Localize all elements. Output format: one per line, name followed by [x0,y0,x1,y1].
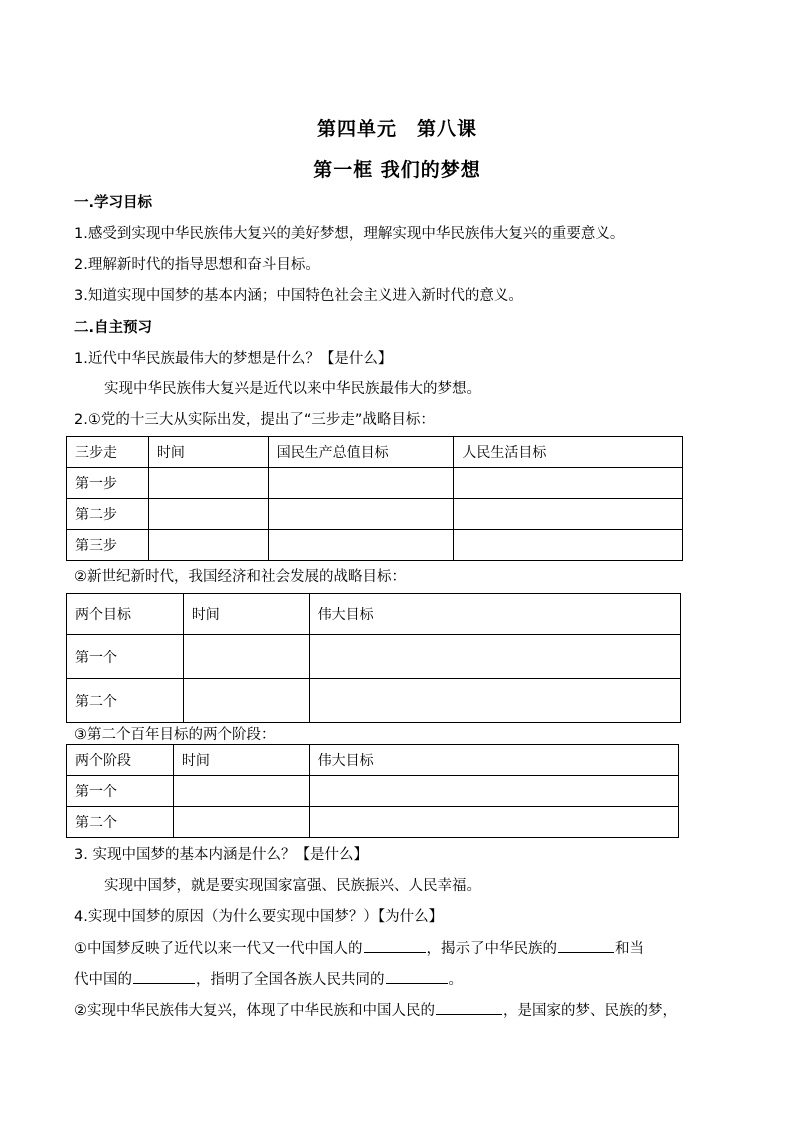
table-row [67,468,683,499]
table-row [67,530,683,561]
blank-cell[interactable] [454,468,683,499]
question-1: 1.近代中华民族最伟大的梦想是什么？【是什么】 [74,351,393,367]
table-header-cell: 伟大目标 [309,745,678,776]
row-label-cell: 第一步 [67,468,149,499]
two-stages-table [66,744,679,838]
question-4-item-2 [74,1000,677,1021]
unit-lesson-title: 第四单元 第八课 [316,118,477,140]
table-row [67,776,679,807]
table-header-cell: 时间 [148,437,268,468]
row-label-cell: 第一个 [67,635,184,679]
blank-cell[interactable] [454,499,683,530]
row-label-cell: 第二个 [67,807,174,838]
question-4-item-1-line-2 [74,969,463,990]
text-fragment: ，揭示了中华民族的 [426,941,557,957]
table-header-cell: 时间 [183,594,309,635]
text-fragment: 代中国的 [74,972,132,988]
blank-cell[interactable] [173,807,309,838]
answer-1: 实现中华民族伟大复兴是近代以来中华民族最伟大的梦想。 [104,381,481,397]
question-2b: ②新世纪新时代，我国经济和社会发展的战略目标： [74,569,406,585]
table-header-cell: 两个目标 [67,594,184,635]
question-4: 4.实现中国梦的原因（为什么要实现中国梦？）【为什么】 [74,909,444,925]
fill-blank[interactable] [558,938,614,953]
learning-goals-heading: 一.学习目标 [74,195,153,211]
blank-cell[interactable] [183,635,309,679]
section-title: 第一框 我们的梦想 [313,159,481,181]
goal-item: 2.理解新时代的指导思想和奋斗目标。 [74,257,320,273]
blank-cell[interactable] [309,776,678,807]
table-header-cell: 伟大目标 [309,594,680,635]
blank-cell[interactable] [268,499,454,530]
three-steps-table [66,436,683,561]
question-2c: ③第二个百年目标的两个阶段： [74,727,276,743]
goal-item: 3.知道实现中国梦的基本内涵；中国特色社会主义进入新时代的意义。 [74,288,523,304]
text-fragment: ，指明了全国各族人民共同的 [196,972,385,988]
fill-blank[interactable] [436,1000,502,1015]
table-row [67,499,683,530]
blank-cell[interactable] [309,807,678,838]
table-header-cell: 时间 [173,745,309,776]
table-row [67,679,681,723]
table-header-cell: 两个阶段 [67,745,174,776]
blank-cell[interactable] [148,468,268,499]
self-study-heading: 二.自主预习 [74,320,153,336]
text-fragment: 。 [448,972,463,988]
blank-cell[interactable] [183,679,309,723]
text-fragment: ①中国梦反映了近代以来一代又一代中国人的 [74,941,363,957]
blank-cell[interactable] [454,530,683,561]
answer-3: 实现中国梦，就是要实现国家富强、民族振兴、人民幸福。 [104,878,481,894]
fill-blank[interactable] [133,969,195,984]
row-label-cell: 第三步 [67,530,149,561]
table-row [67,635,681,679]
strategic-goals-table [66,593,681,723]
question-2a: 2.①党的十三大从实际出发，提出了“三步走”战略目标： [74,412,435,428]
blank-cell[interactable] [309,635,680,679]
text-fragment: ②实现中华民族伟大复兴，体现了中华民族和中国人民的 [74,1003,435,1019]
question-3: 3. 实现中国梦的基本内涵是什么？【是什么】 [74,847,368,863]
blank-cell[interactable] [148,530,268,561]
blank-cell[interactable] [268,468,454,499]
row-label-cell: 第二步 [67,499,149,530]
row-label-cell: 第二个 [67,679,184,723]
blank-cell[interactable] [173,776,309,807]
goal-item: 1.感受到实现中华民族伟大复兴的美好梦想，理解实现中华民族伟大复兴的重要意义。 [74,226,625,242]
blank-cell[interactable] [268,530,454,561]
table-header-cell: 国民生产总值目标 [268,437,454,468]
blank-cell[interactable] [148,499,268,530]
fill-blank[interactable] [364,938,426,953]
row-label-cell: 第一个 [67,776,174,807]
blank-cell[interactable] [309,679,680,723]
question-4-item-1-line-1 [74,938,644,959]
table-header-cell: 人民生活目标 [454,437,683,468]
text-fragment: ，是国家的梦、民族的梦， [503,1003,677,1019]
text-fragment: 和当 [615,941,644,957]
fill-blank[interactable] [386,969,448,984]
table-header-cell: 三步走 [67,437,149,468]
table-row [67,807,679,838]
